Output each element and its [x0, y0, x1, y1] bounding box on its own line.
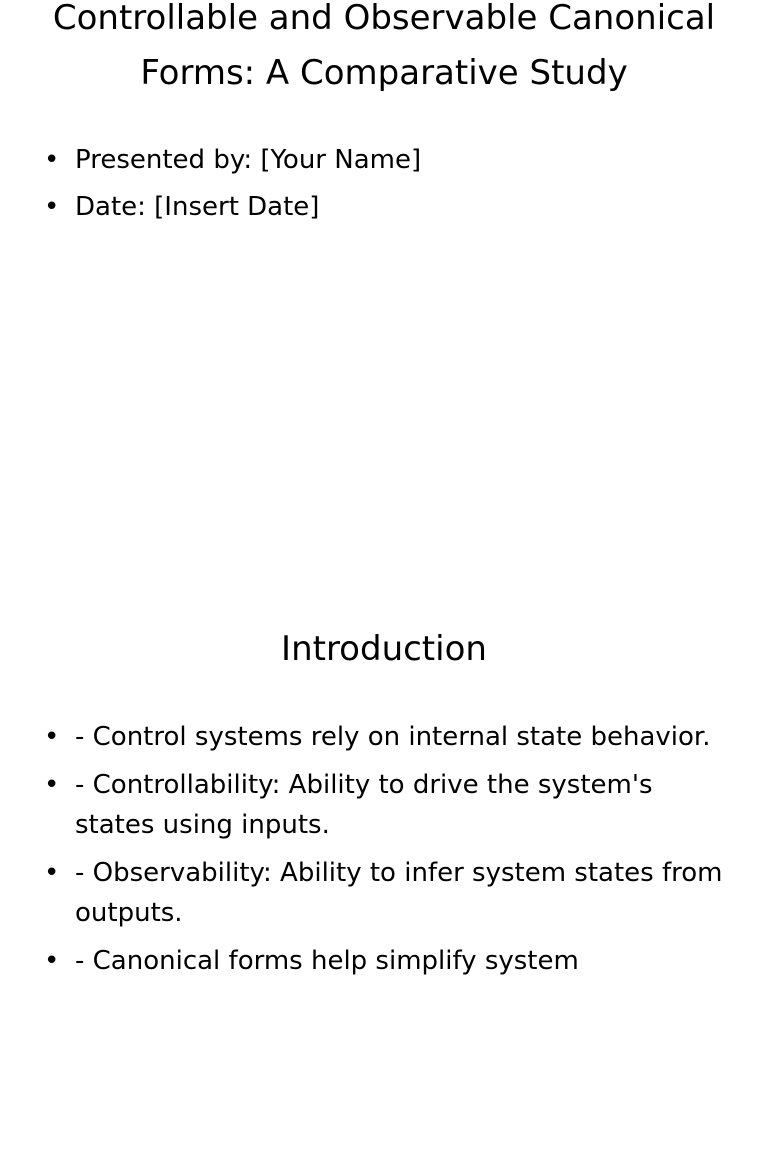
bullet-icon: • [44, 946, 60, 976]
bullet-icon: • [44, 145, 60, 175]
bullet-text: Date: [Insert Date] [75, 192, 320, 222]
bullet-icon: • [44, 192, 60, 222]
bullet-item [38, 140, 730, 180]
slide-title: Controllable and Observable Canonical Forms: A Comparative Study [52, 0, 716, 93]
bullet-text: - Observability: Ability to infer system states from outputs. [75, 858, 723, 928]
bullet-item [38, 187, 730, 227]
bullet-item [38, 765, 730, 845]
bullet-list [38, 717, 730, 989]
bullet-text: - Controllability: Ability to drive the system's states using inputs. [75, 770, 653, 840]
bullet-item [38, 717, 730, 757]
bullet-text: Presented by: [Your Name] [75, 145, 422, 175]
bullet-text: - Canonical forms help simplify system [75, 946, 579, 976]
bullet-text: - Control systems rely on internal state behavior. [75, 722, 711, 752]
bullet-icon: • [44, 770, 60, 800]
bullet-icon: • [44, 858, 60, 888]
bullet-item [38, 941, 730, 981]
bullet-icon: • [44, 722, 60, 752]
slide-title: Introduction [281, 629, 487, 669]
slide-introduction [0, 576, 768, 1152]
bullet-list [38, 140, 730, 234]
bullet-item [38, 853, 730, 933]
